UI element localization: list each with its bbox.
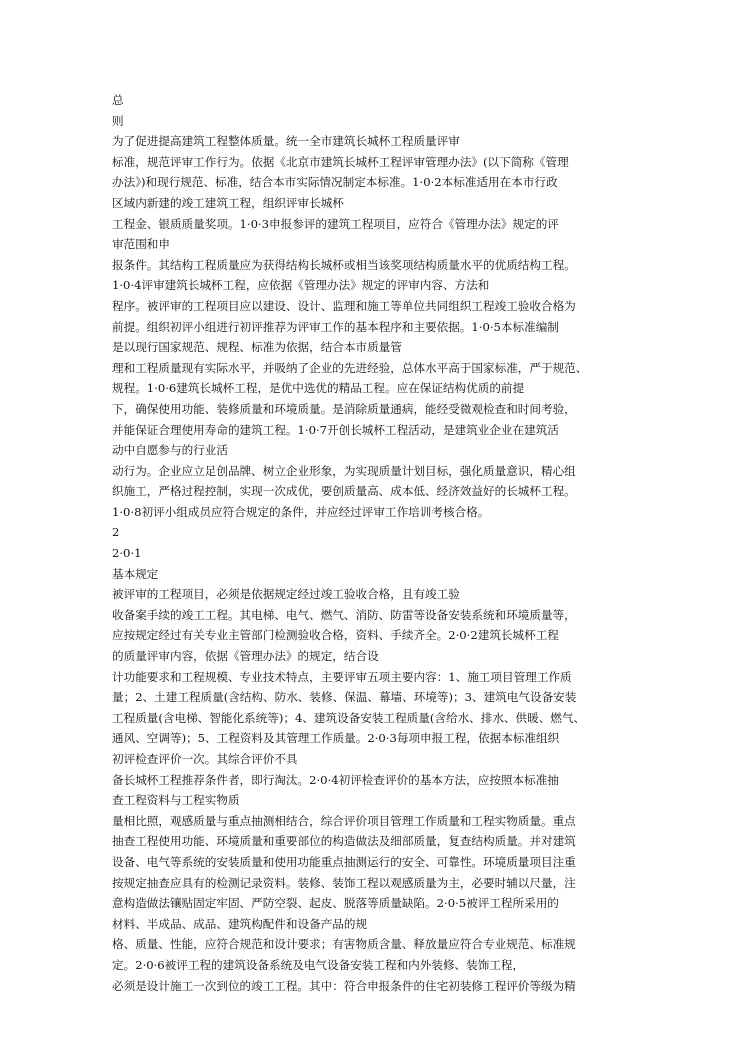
text-line: 则 <box>112 113 124 128</box>
text-line: 审范围和申 <box>112 237 170 252</box>
text-line: 区域内新建的竣工建筑工程，组织评审长城杯 <box>112 195 344 210</box>
text-line: 程序。被评审的工程项目应以建设、设计、监理和施工等单位共同组织工程竣工验收合格为 <box>112 298 576 313</box>
text-line: 量相比照，观感质量与重点抽测相结合，综合评价项目管理工作质量和工程实物质量。重点 <box>112 813 576 828</box>
text-line: 格、质量、性能，应符合规范和设计要求；有害物质含量、释放量应符合专业规范、标准规 <box>112 937 576 952</box>
text-line: 前提。组织初评小组进行初评推荐为评审工作的基本程序和主要依据。1·0·5本标准编制 <box>112 319 559 334</box>
text-line: 的质量评审内容，依据《管理办法》的规定，结合设 <box>112 649 379 664</box>
text-line: 抽查工程使用功能、环境质量和重要部位的构造做法及细部质量，复查结构质量。并对建筑 <box>112 834 576 849</box>
text-line: 2·0·1 <box>112 546 142 561</box>
text-line: 报条件。其结构工程质量应为获得结构长城杯或相当该奖项结构质量水平的优质结构工程。 <box>112 257 576 272</box>
text-line: 设备、电气等系统的安装质量和使用功能重点抽测运行的安全、可靠性。环境质量项目注重 <box>112 854 576 869</box>
text-line: 1·0·8初评小组成员应符合规定的条件，并应经过评审工作培训考核合格。 <box>112 504 490 519</box>
text-line: 织施工，严格过程控制，实现一次成优，要创质量高、成本低、经济效益好的长城杯工程。 <box>112 484 576 499</box>
text-line: 1·0·4评审建筑长城杯工程，应依据《管理办法》规定的评审内容、方法和 <box>112 278 490 293</box>
text-line: 查工程资料与工程实物质 <box>112 793 240 808</box>
text-line: 标准，规范评审工作行为。依据《北京市建筑长城杯工程评审管理办法》(以下简称《管理 <box>112 154 569 169</box>
text-line: 初评检查评价一次。其综合评价不具 <box>112 752 298 766</box>
text-line: 是以现行国家规范、规程、标准为依据，结合本市质量管 <box>112 340 402 355</box>
text-line: 应按规定经过有关专业主管部门检测验收合格，资料、手续齐全。2·0·2建筑长城杯工程 <box>112 628 559 643</box>
text-line: 收备案手续的竣工工程。其电梯、电气、燃气、消防、防雷等设备安装系统和环境质量等， <box>112 607 576 622</box>
text-line: 并能保证合理使用寿命的建筑工程。1·0·7开创长城杯工程活动，是建筑业企业在建筑活 <box>112 422 559 437</box>
text-line: 工程金、银质质量奖项。1·0·3申报参评的建筑工程项目，应符合《管理办法》规定的评 <box>112 216 559 231</box>
document-body <box>112 90 636 996</box>
text-line: 基本规定 <box>112 566 159 581</box>
text-line: 动行为。企业应立足创品牌、树立企业形象，为实现质量计划目标，强化质量意识，精心组 <box>112 463 576 478</box>
text-line: 下，确保使用功能、装修质量和环境质量。是消除质量通病，能经受微观检查和时间考验， <box>112 401 576 416</box>
text-line: 动中自愿参与的行业活 <box>112 443 228 458</box>
text-line: 2 <box>112 525 120 540</box>
text-line: 按规定抽查应具有的检测记录资料。装修、装饰工程以观感质量为主，必要时辅以尺量，注 <box>112 875 576 890</box>
text-line: 通风、空调等)；5、工程资料及其管理工作质量。2·0·3每项申报工程，依据本标准组织 <box>112 731 560 746</box>
text-line: 定。2·0·6被评工程的建筑设备系统及电气设备安装工程和内外装修、装饰工程， <box>112 957 525 972</box>
text-line: 办法》)和现行规范、标准，结合本市实际情况制定本标准。1·0·2本标准适用在本市行政 <box>112 175 558 190</box>
text-line: 被评审的工程项目，必须是依据规定经过竣工验收合格，且有竣工验 <box>112 587 460 602</box>
text-line: 理和工程质量现有实际水平，并吸纳了企业的先进经验，总体水平高于国家标准，严于规范、 <box>112 360 588 375</box>
text-line: 工程质量(含电梯、智能化系统等)；4、建筑设备安装工程质量(含给水、排水、供暖、燃气、 <box>112 710 586 725</box>
text-line: 材料、半成品、成品、建筑构配件和设备产品的规 <box>112 916 368 931</box>
text-line: 意构造做法镶贴固定牢固、严防空裂、起皮、脱落等质量缺陷。2·0·5被评工程所采用的 <box>112 896 559 911</box>
text-line: 备长城杯工程推荐条件者，即行淘汰。2·0·4初评检查评价的基本方法，应按照本标准抽 <box>112 772 559 787</box>
text-line: 必须是设计施工一次到位的竣工工程。其中：符合申报条件的住宅初装修工程评价等级为精 <box>112 978 576 993</box>
text-line: 总 <box>112 93 124 107</box>
text-line: 规程。1·0·6建筑长城杯工程，是优中选优的精品工程。应在保证结构优质的前提 <box>112 381 525 396</box>
text-line: 量；2、土建工程质量(含结构、防水、装修、保温、幕墙、环境等)；3、建筑电气设备安装 <box>112 690 577 705</box>
text-line: 为了促进提高建筑工程整体质量。统一全市建筑长城杯工程质量评审 <box>112 134 460 149</box>
text-line: 计功能要求和工程规模、专业技术特点，主要评审五项主要内容：1、施工项目管理工作质 <box>112 669 572 684</box>
